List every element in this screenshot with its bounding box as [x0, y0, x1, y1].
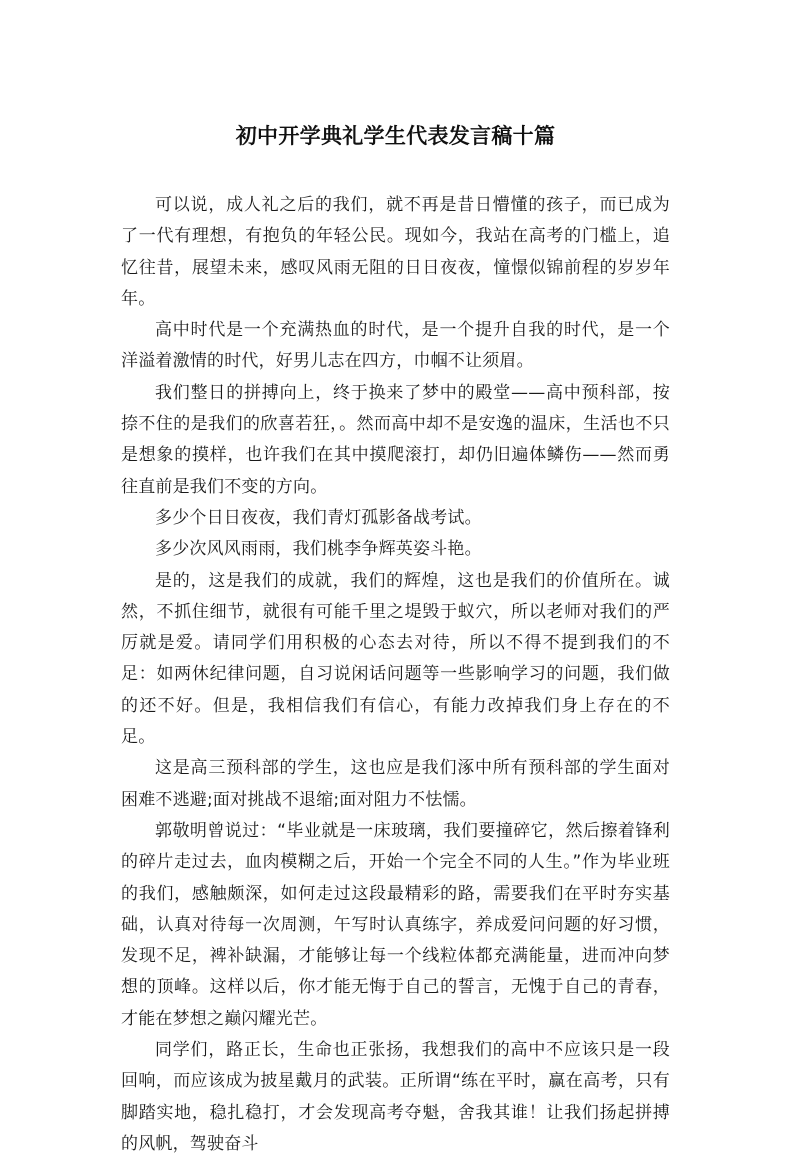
paragraph: 可以说，成人礼之后的我们，就不再是昔日懵懂的孩子，而已成为了一代有理想，有抱负的年轻公民。现如今，我站在高考的门槛上，追忆往昔，展望未来，感叹风雨无阻的日日夜夜，憧憬似锦前程的岁岁年年。 — [121, 195, 670, 309]
paragraph: 同学们，路正长，生命也正张扬，我想我们的高中不应该只是一段回响，而应该成为披星戴月的武装。正所谓“练在平时，赢在高考，只有脚踏实地，稳扎稳打，才会发现高考夺魁，舍我其谁！让我们扬起拼搏的风帆，驾驶奋斗 — [121, 1040, 670, 1154]
paragraph: 多少个日日夜夜，我们青灯孤影备战考试。 — [155, 507, 482, 528]
paragraph: 多少次风风雨雨，我们桃李争辉英姿斗艳。 — [155, 539, 482, 560]
paragraph: 高中时代是一个充满热血的时代，是一个提升自我的时代，是一个洋溢着激情的时代，好男儿志在四方，巾帼不让须眉。 — [121, 320, 670, 372]
paragraph: 是的，这是我们的成就，我们的辉煌，这也是我们的价值所在。诚然，不抓住细节，就很有可能千里之堤毁于蚁穴，所以老师对我们的严厉就是爱。请同学们用积极的心态去对待，所以不得不提到我们的不足：如两休纪律问题，自习说闲话问题等一些影响学习的问题，我们做的还不好。但是，我相信我们有信心，有能力改掉我们身上存在的不足。 — [121, 570, 670, 748]
paragraph: 这是高三预科部的学生，这也应是我们涿中所有预科部的学生面对困难不逃避;面对挑战不退缩;面对阻力不怯懦。 — [121, 758, 670, 810]
paragraph: 郭敬明曾说过：“毕业就是一床玻璃，我们要撞碎它，然后擦着锋利的碎片走过去，血肉模糊之后，开始一个完全不同的人生。”作为毕业班的我们，感触颇深，如何走过这段最精彩的路，需要我们在平时夯实基础，认真对待每一次周测，午写时认真练字，养成爱问问题的好习惯，发现不足，裨补缺漏，才能够让每一个线粒体都充满能量，进而冲向梦想的顶峰。这样以后，你才能无悔于自己的誓言，无愧于自己的青春，才能在梦想之巅闪耀光芒。 — [121, 820, 670, 1029]
document-body — [121, 190, 670, 1160]
document-title: 初中开学典礼学生代表发言稿十篇 — [235, 124, 556, 148]
paragraph: 我们整日的拼搏向上，终于换来了梦中的殿堂——高中预科部，按捺不住的是我们的欣喜若狂，。然而高中却不是安逸的温床，生活也不只是想象的摸样，也许我们在其中摸爬滚打，却仍旧遍体鳞伤——然而勇往直前是我们不变的方向。 — [121, 382, 670, 497]
